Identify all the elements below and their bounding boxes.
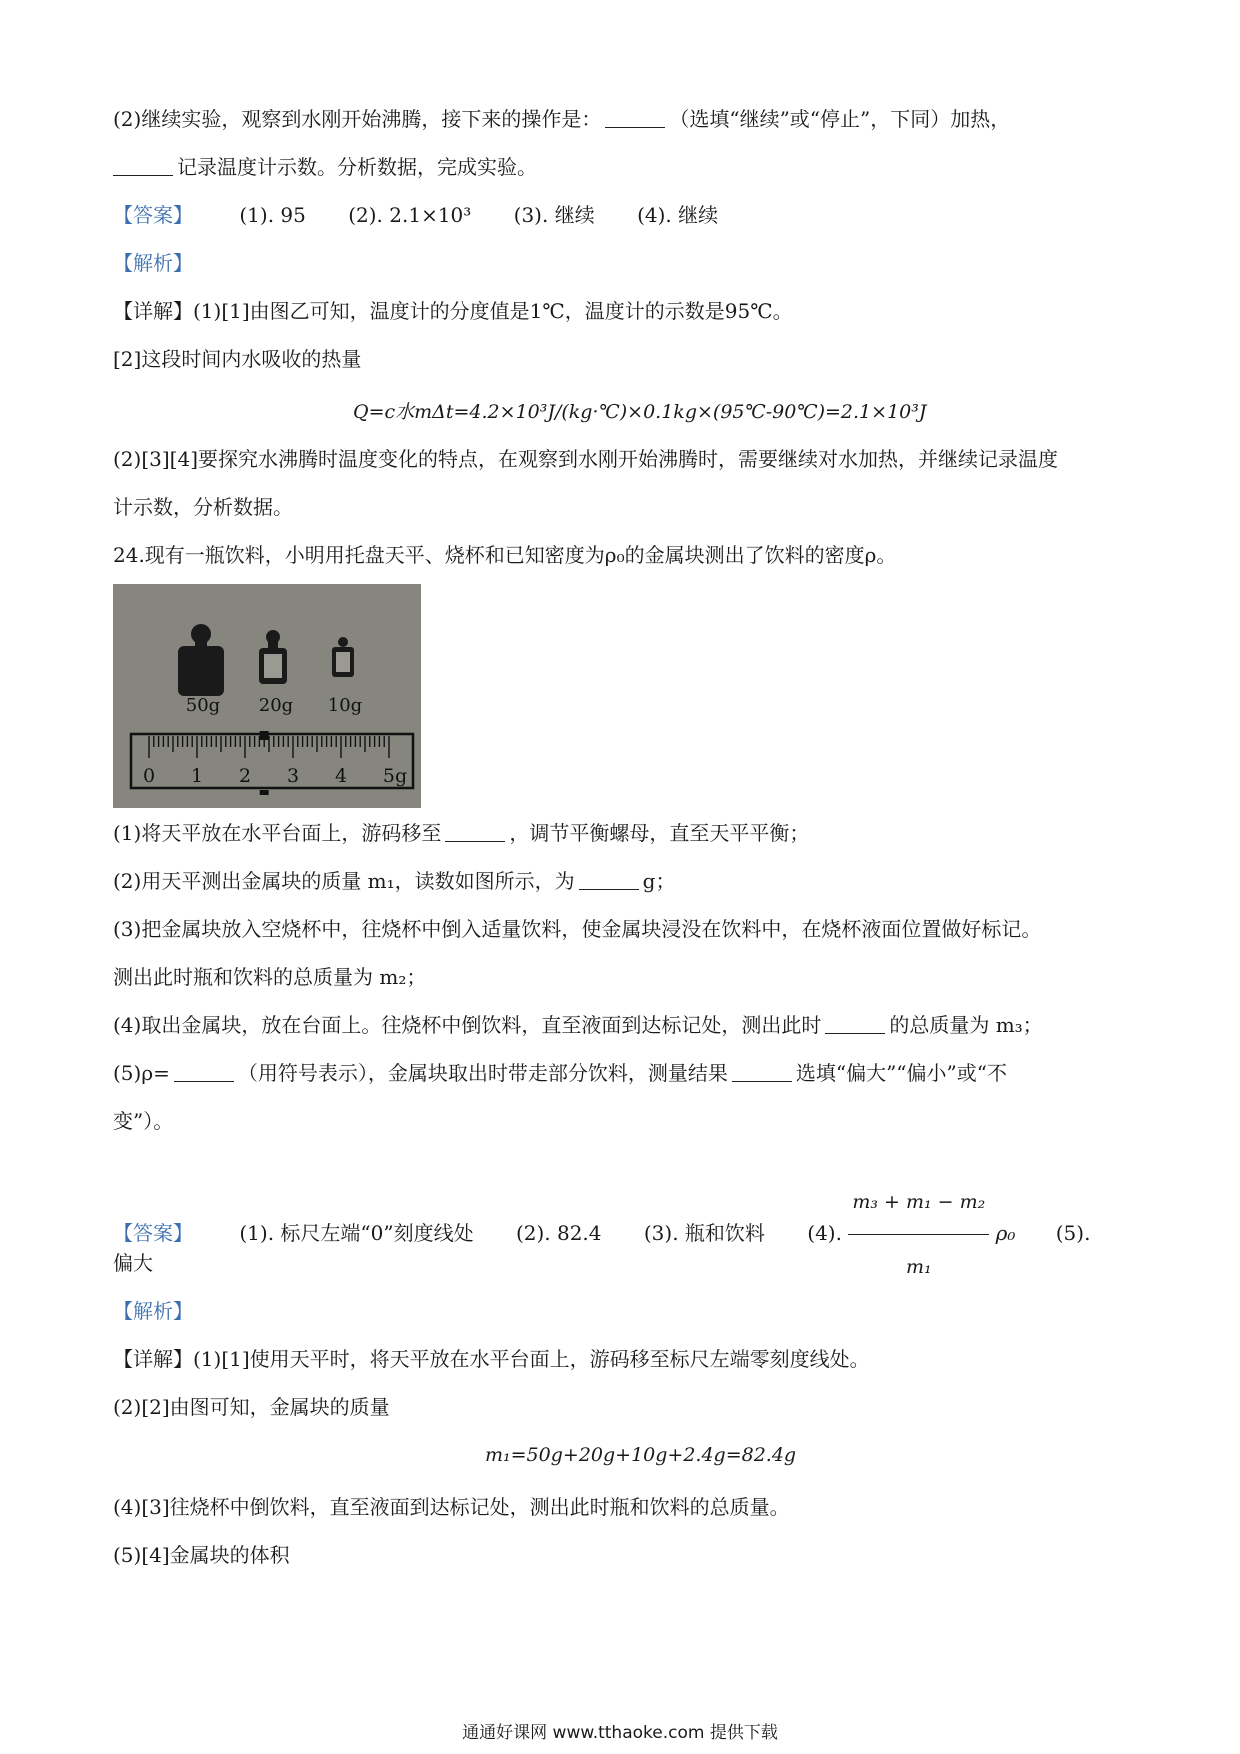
q24-detail-4: (5)[4]金属块的体积 (113, 1543, 290, 1567)
q24-step-3a: (3)把金属块放入空烧杯中，往烧杯中倒入适量饮料，使金属块浸没在饮料中，在烧杯液面位置做好标记。 (113, 917, 1042, 941)
fill-blank (174, 1061, 234, 1082)
balance-weights-figure (113, 584, 421, 808)
answer-item: (2). 82.4 (515, 1221, 602, 1245)
ruler-label: 1 (190, 765, 204, 787)
rider-marker (260, 731, 269, 740)
q23-line2 (113, 152, 537, 182)
q24-formula: m₁=50g+20g+10g+2.4g=82.4g (485, 1444, 797, 1466)
weight-label: 50g (185, 695, 221, 716)
fill-blank (825, 1013, 885, 1034)
answer-item: (4). 继续 (637, 203, 719, 227)
step-text: (5)ρ= (113, 1061, 170, 1085)
q24-step-5 (113, 1058, 1007, 1088)
fill-blank (579, 869, 639, 890)
answer-item: (4). (807, 1221, 842, 1245)
q23-line2-text: 记录温度计示数。分析数据，完成实验。 (177, 155, 537, 179)
q24-step-2 (113, 866, 675, 896)
page-footer: 通通好课网 www.tthaoke.com 提供下载 (462, 1723, 778, 1743)
q23-formula: Q=c水mΔt=4.2×10³J/(kg·℃)×0.1kg×(95℃-90℃)=2.1×10³J (353, 401, 927, 423)
step-text: (2)用天平测出金属块的质量 m₁，读数如图所示，为 (113, 869, 575, 893)
answer-item: (1). 95 (239, 203, 306, 227)
q23-detail-3: (2)[3][4]要探究水沸腾时温度变化的特点，在观察到水刚开始沸腾时，需要继续对水加热，并继续记录温度 (113, 447, 1058, 471)
analysis-label: 【解析】 (113, 1299, 193, 1323)
ruler-label: 2 (238, 765, 252, 787)
answer-label: 【答案】 (113, 1221, 193, 1245)
q23-detail-2: [2]这段时间内水吸收的热量 (113, 347, 362, 371)
q23-line1-text-a: (2)继续实验，观察到水刚开始沸腾，接下来的操作是： (113, 107, 602, 131)
q24-stem: 24.现有一瓶饮料，小明用托盘天平、烧杯和已知密度为ρ₀的金属块测出了饮料的密度ρ。 (113, 543, 897, 567)
q24-answer-row (113, 1172, 1090, 1297)
weight-label: 10g (327, 695, 363, 716)
ruler-label: 5g (382, 765, 408, 787)
answer-item: (3). 继续 (513, 203, 595, 227)
answer-label: 【答案】 (113, 203, 193, 227)
fraction-denominator: m₁ (905, 1256, 932, 1278)
answer-item: (2). 2.1×10³ (348, 203, 472, 227)
q23-detail-1: 【详解】(1)[1]由图乙可知，温度计的分度值是1℃，温度计的示数是95℃。 (113, 299, 793, 323)
fill-blank (605, 107, 665, 128)
answer-item: (5). (1055, 1221, 1091, 1245)
answer-item: (1). 标尺左端“0”刻度线处 (239, 1221, 474, 1245)
step-text: 的总质量为 m₃； (889, 1013, 1043, 1037)
q24-detail-3: (4)[3]往烧杯中倒饮料，直至液面到达标记处，测出此时瓶和饮料的总质量。 (113, 1495, 790, 1519)
answer-item: (3). 瓶和饮料 (643, 1221, 765, 1245)
step-text: 选填“偏大”“偏小”或“不 (795, 1061, 1007, 1085)
q24-step-4 (113, 1010, 1043, 1040)
q23-detail-4: 计示数，分析数据。 (113, 495, 293, 519)
q23-answer-row (113, 200, 754, 230)
step-text: (4)取出金属块，放在台面上。往烧杯中倒饮料，直至液面到达标记处，测出此时 (113, 1013, 822, 1037)
answer-fraction (848, 1172, 989, 1297)
q24-step-3b: 测出此时瓶和饮料的总质量为 m₂； (113, 965, 427, 989)
fraction-numerator: m₃ + m₁ − m₂ (848, 1172, 989, 1235)
step-text: (1)将天平放在水平台面上，游码移至 (113, 821, 442, 845)
step-text: g； (642, 869, 676, 893)
fill-blank (445, 821, 505, 842)
q24-detail-1: 【详解】(1)[1]使用天平时，将天平放在水平台面上，游码移至标尺左端零刻度线处。 (113, 1347, 870, 1371)
weights-and-ruler-svg (113, 584, 421, 808)
analysis-label: 【解析】 (113, 251, 193, 275)
step-text: （用符号表示），金属块取出时带走部分饮料，测量结果 (237, 1061, 728, 1085)
weight-label: 20g (258, 695, 294, 716)
fill-blank (732, 1061, 792, 1082)
ruler-label: 3 (286, 765, 300, 787)
q24-answer-5-text: 偏大 (113, 1251, 153, 1275)
q24-step-1 (113, 818, 809, 848)
q23-line1 (113, 104, 1010, 134)
fill-blank (113, 155, 173, 176)
rider-marker-bottom (260, 790, 269, 795)
q24-detail-2: (2)[2]由图可知，金属块的质量 (113, 1395, 390, 1419)
ruler-label: 0 (142, 765, 156, 787)
q24-step-5-cont: 变”）。 (113, 1109, 174, 1133)
rho-zero: ρ₀ (995, 1221, 1016, 1245)
q23-line1-text-b: （选填“继续”或“停止”，下同）加热， (669, 107, 1011, 131)
step-text: ，调节平衡螺母，直至天平平衡； (509, 821, 810, 845)
ruler-label: 4 (334, 765, 348, 787)
